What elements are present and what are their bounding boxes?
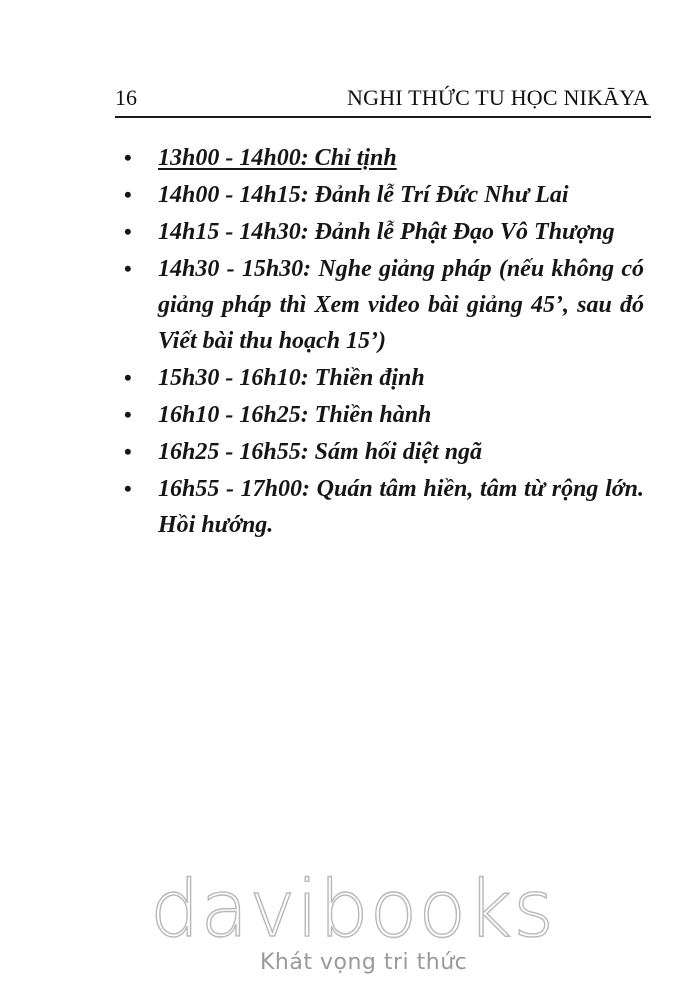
- schedule-item: [124, 251, 644, 359]
- watermark-tagline: Khát vọng tri thức: [260, 950, 468, 975]
- header-divider: [115, 116, 651, 118]
- bullet-icon: •: [124, 402, 132, 427]
- page-header: [115, 84, 651, 116]
- bullet-icon: •: [124, 182, 132, 207]
- schedule-item: [124, 360, 644, 396]
- schedule-item: [124, 214, 644, 250]
- schedule-item: [124, 471, 644, 543]
- schedule-item-text: 13h00 - 14h00: Chỉ tịnh: [158, 145, 397, 171]
- schedule-item-text: 16h55 - 17h00: Quán tâm hiền, tâm từ rộng lớn. Hồi hướng.: [158, 476, 644, 538]
- schedule-item: [124, 434, 644, 470]
- schedule-item: [124, 140, 644, 176]
- page-number: 16: [115, 85, 137, 110]
- bullet-icon: •: [124, 476, 132, 501]
- bullet-icon: •: [124, 145, 132, 170]
- bullet-icon: •: [124, 219, 132, 244]
- schedule-list: [124, 140, 644, 544]
- running-title: NGHI THỨC TU HỌC NIKĀYA: [347, 85, 649, 110]
- watermark-logo: davibooks: [150, 865, 555, 955]
- schedule-item-text: 14h15 - 14h30: Đảnh lễ Phật Đạo Vô Thượng: [158, 219, 615, 245]
- schedule-item-text: 16h10 - 16h25: Thiền hành: [158, 402, 432, 428]
- schedule-item-text: 15h30 - 16h10: Thiền định: [158, 365, 425, 391]
- schedule-item: [124, 397, 644, 433]
- schedule-item-text: 16h25 - 16h55: Sám hối diệt ngã: [158, 439, 483, 465]
- schedule-item-text: 14h00 - 14h15: Đảnh lễ Trí Đức Như Lai: [158, 182, 569, 208]
- schedule-item-text: 14h30 - 15h30: Nghe giảng pháp (nếu không có giảng pháp thì Xem video bài giảng 45’, sau đó Viết bài thu hoạch 15’): [158, 256, 644, 354]
- schedule-item: [124, 177, 644, 213]
- bullet-icon: •: [124, 439, 132, 464]
- publisher-watermark: [150, 865, 570, 988]
- bullet-icon: •: [124, 365, 132, 390]
- bullet-icon: •: [124, 256, 132, 281]
